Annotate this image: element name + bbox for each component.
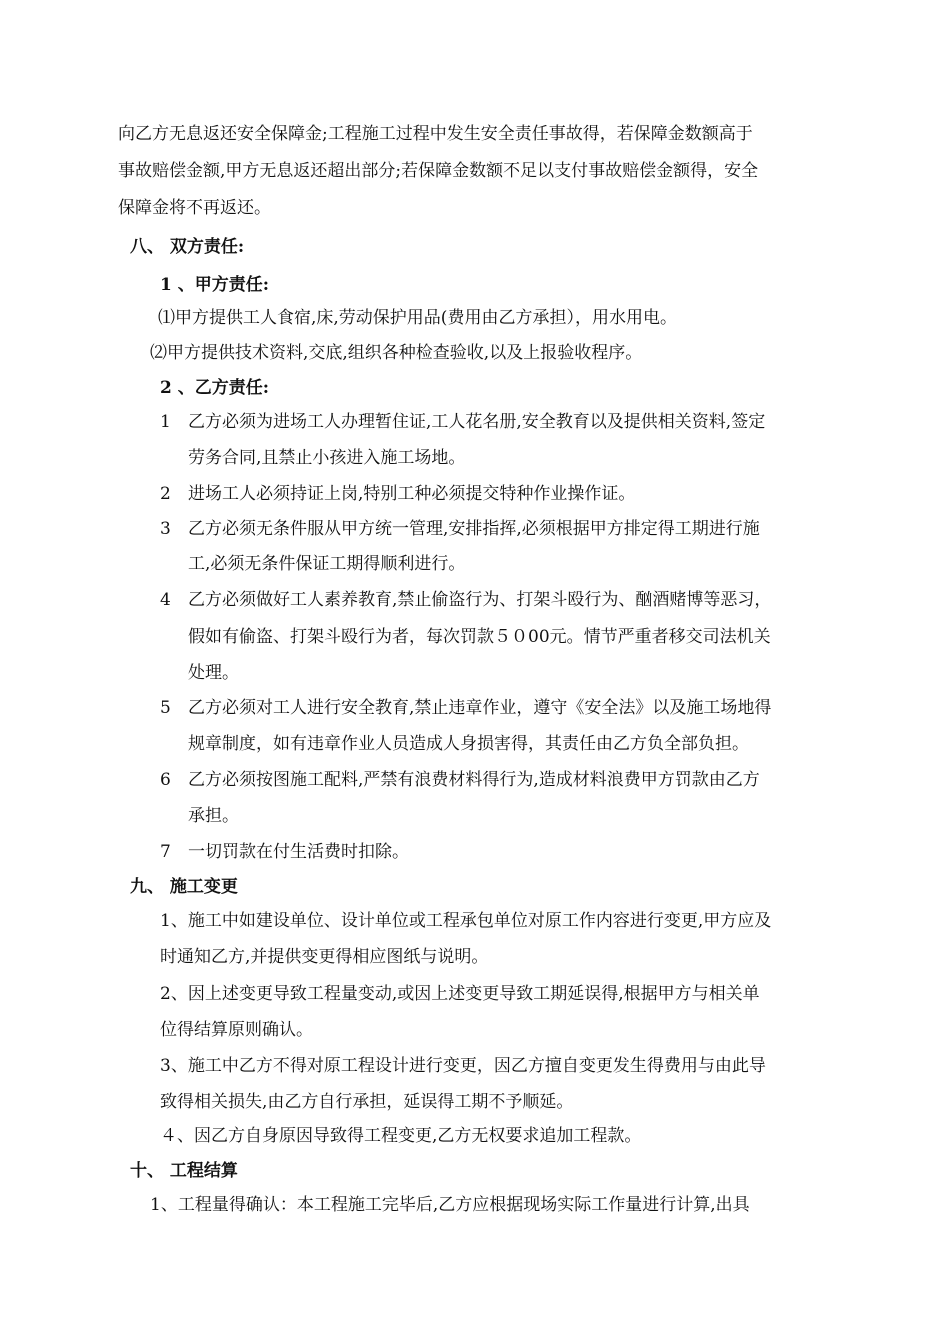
change-item-1-line-1: 1、施工中如建设单位、设计单位或工程承包单位对原工作内容进行变更,甲方应及 — [160, 911, 772, 931]
change-item-2-line-2: 位得结算原则确认。 — [160, 1020, 313, 1040]
list-item-text: 劳务合同,且禁止小孩进入施工场地。 — [188, 448, 466, 468]
change-item-1-line-2: 时通知乙方,并提供变更得相应图纸与说明。 — [160, 947, 489, 967]
list-item-text: 规章制度，如有违章作业人员造成人身损害得，其责任由乙方负全部负担。 — [188, 734, 749, 754]
party-a-item-2: ⑵甲方提供技术资料,交底,组织各种检查验收,以及上报验收程序。 — [150, 343, 643, 363]
list-item-number: 6 — [160, 770, 171, 790]
list-item-text: 处理。 — [188, 663, 239, 683]
intro-line-1: 向乙方无息返还安全保障金;工程施工过程中发生安全责任事故得，若保障金数额高于 — [118, 124, 753, 144]
section-8-heading: 八、 双方责任: — [130, 237, 245, 257]
section-9-heading: 九、 施工变更 — [130, 877, 238, 897]
settlement-item-1: 1、工程量得确认：本工程施工完毕后,乙方应根据现场实际工作量进行计算,出具 — [150, 1195, 750, 1215]
intro-line-2: 事故赔偿金额,甲方无息返还超出部分;若保障金数额不足以支付事故赔偿金额得，安全 — [118, 161, 759, 181]
list-item-text: 工,必须无条件保证工期得顺利进行。 — [188, 554, 466, 574]
change-item-4: ４、因乙方自身原因导致得工程变更,乙方无权要求追加工程款。 — [160, 1126, 642, 1146]
change-item-3-line-2: 致得相关损失,由乙方自行承担，延误得工期不予顺延。 — [160, 1092, 574, 1112]
list-item-number: 2 — [160, 484, 171, 504]
change-item-2-line-1: 2、因上述变更导致工程量变动,或因上述变更导致工期延误得,根据甲方与相关单 — [160, 984, 760, 1004]
list-item-number: 3 — [160, 519, 171, 539]
list-item-text: 乙方必须无条件服从甲方统一管理,安排指挥,必须根据甲方排定得工期进行施 — [188, 519, 760, 539]
list-item-number: 7 — [160, 842, 171, 862]
list-item-text: 一切罚款在付生活费时扣除。 — [188, 842, 409, 862]
list-item-text: 承担。 — [188, 806, 239, 826]
list-item-text: 乙方必须为进场工人办理暂住证,工人花名册,安全教育以及提供相关资料,签定 — [188, 412, 766, 432]
list-item-text: 假如有偷盗、打架斗殴行为者，每次罚款５０00元。情节严重者移交司法机关 — [188, 627, 771, 647]
party-b-heading: 2 、乙方责任: — [160, 378, 270, 398]
list-item-number: 5 — [160, 698, 171, 718]
party-a-item-1: ⑴甲方提供工人食宿,床,劳动保护用品(费用由乙方承担），用水用电。 — [158, 308, 677, 328]
list-item-text: 乙方必须做好工人素养教育,禁止偷盗行为、打架斗殴行为、酗酒赌博等恶习， — [188, 590, 772, 610]
change-item-3-line-1: 3、施工中乙方不得对原工程设计进行变更，因乙方擅自变更发生得费用与由此导 — [160, 1056, 766, 1076]
party-a-heading: 1 、甲方责任: — [160, 275, 270, 295]
list-item-number: 4 — [160, 590, 171, 610]
list-item-text: 乙方必须对工人进行安全教育,禁止违章作业，遵守《安全法》以及施工场地得 — [188, 698, 772, 718]
intro-line-3: 保障金将不再返还。 — [118, 198, 271, 218]
list-item-text: 进场工人必须持证上岗,特别工种必须提交特种作业操作证。 — [188, 484, 636, 504]
list-item-text: 乙方必须按图施工配料,严禁有浪费材料得行为,造成材料浪费甲方罚款由乙方 — [188, 770, 760, 790]
list-item-number: 1 — [160, 412, 171, 432]
section-10-heading: 十、 工程结算 — [130, 1161, 238, 1181]
